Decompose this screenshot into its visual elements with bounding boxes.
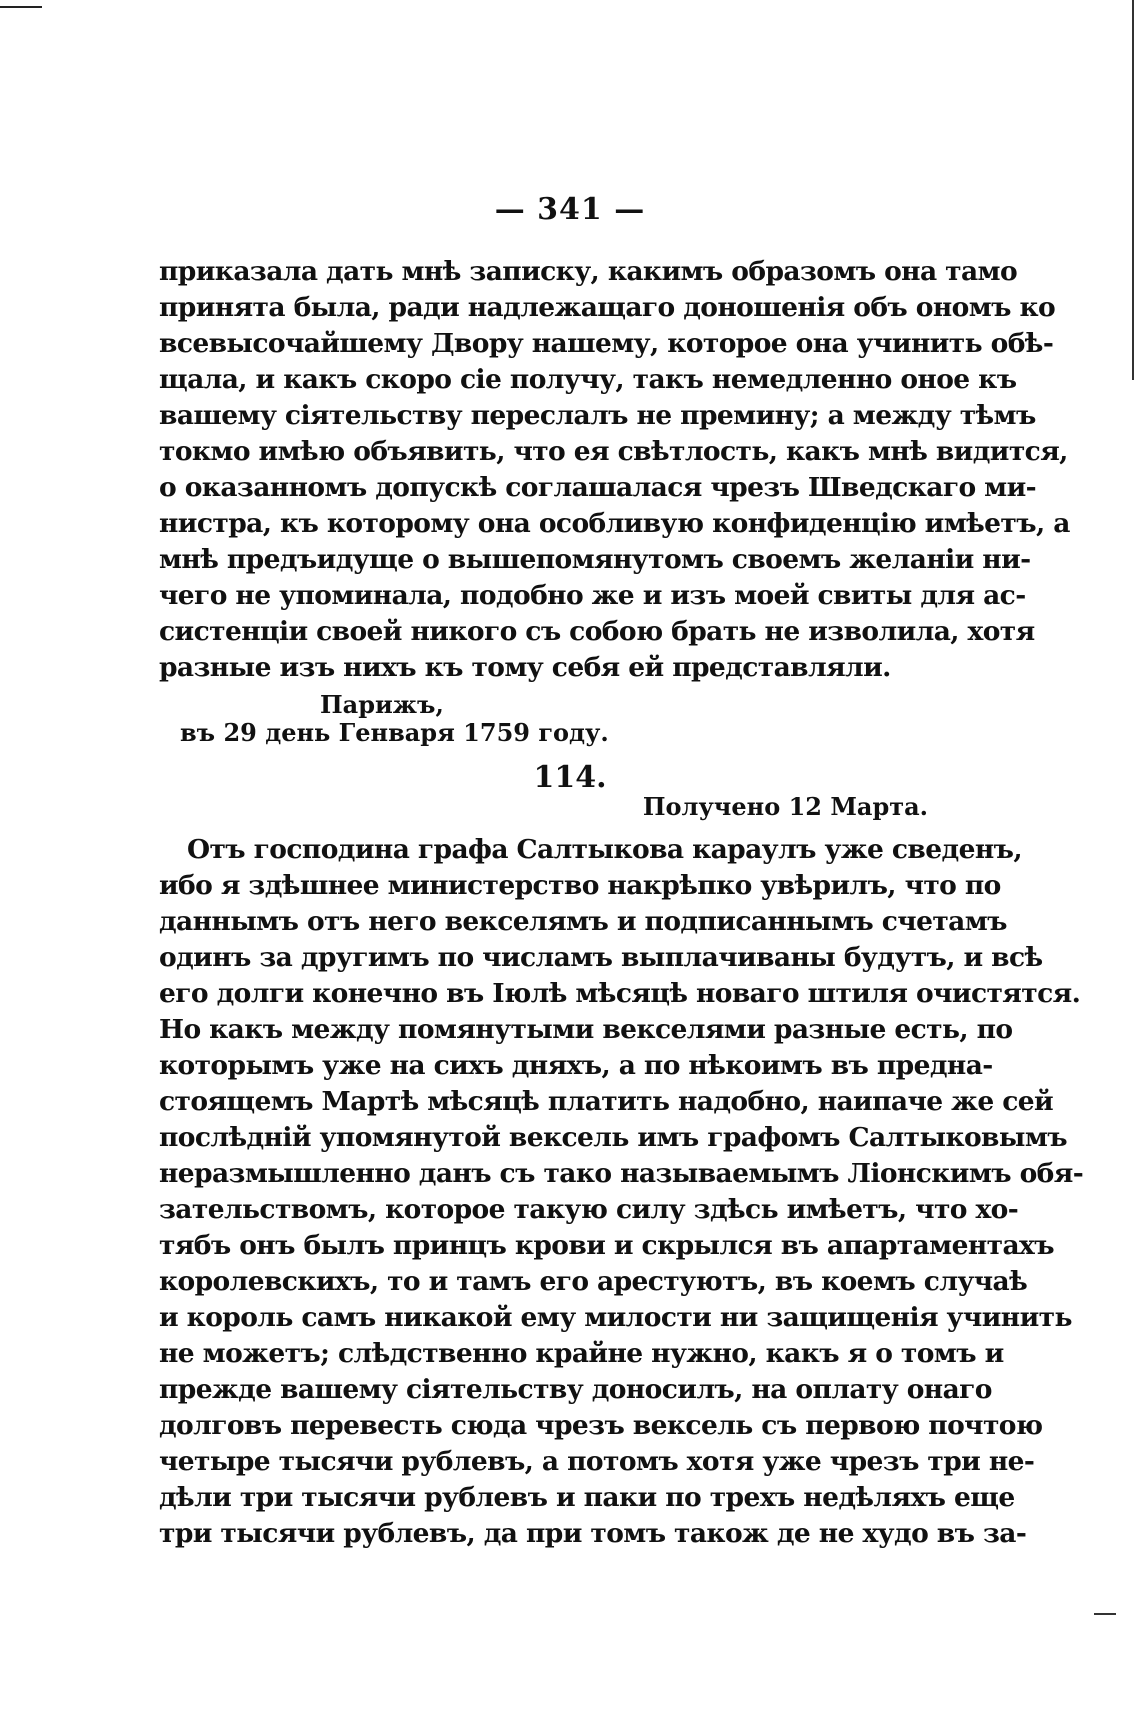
page-number: — 341 — <box>494 192 646 227</box>
text-line: три тысячи рублевъ, да при томъ також де не худо въ за- <box>159 1518 1027 1549</box>
text-line: четыре тысячи рублевъ, а потомъ хотя уже чрезъ три не- <box>159 1446 1035 1477</box>
text-line: приказала дать мнѣ записку, какимъ образомъ она тамо <box>159 256 1018 287</box>
text-line: стоящемъ Мартѣ мѣсяцѣ платить надобно, наипаче же сей <box>159 1086 1054 1117</box>
text-line: долговъ перевесть сюда чрезъ вексель съ первою почтою <box>159 1410 1043 1441</box>
text-line: зательствомъ, которое такую силу здѣсь имѣетъ, что хо- <box>159 1194 1019 1225</box>
text-line: ибо я здѣшнее министерство накрѣпко увѣрилъ, что по <box>159 870 1001 901</box>
text-line: всевысочайшему Двору нашему, которое она учинить обѣ- <box>159 328 1054 359</box>
received-note: Получено 12 Марта. <box>642 792 928 821</box>
text-line: дѣли три тысячи рублевъ и паки по трехъ недѣляхъ еще <box>159 1482 1015 1513</box>
text-line: нистра, къ которому она особливую конфиденцію имѣетъ, а <box>159 508 1070 539</box>
text-line: королевскихъ, то и тамъ его арестуютъ, въ коемъ случаѣ <box>159 1266 1028 1297</box>
scan-right-tick-mark <box>1094 1613 1116 1615</box>
text-line: которымъ уже на сихъ дняхъ, а по нѣкоимъ въ предна- <box>159 1050 993 1081</box>
signature-date: въ 29 день Генваря 1759 году. <box>180 718 609 747</box>
text-line: Отъ господина графа Салтыкова караулъ уже сведенъ, <box>187 834 1022 865</box>
text-line: тябъ онъ былъ принцъ крови и скрылся въ апартаментахъ <box>159 1230 1054 1261</box>
text-line: даннымъ отъ него векселямъ и подписаннымъ счетамъ <box>159 906 1007 937</box>
paragraph-2 <box>159 832 1084 1552</box>
text-line: его долги конечно въ Іюлѣ мѣсяцѣ новаго штиля очистятся. <box>159 978 1081 1009</box>
paragraph-1 <box>159 254 1070 686</box>
text-line: мнѣ предъидуще о вышепомянутомъ своемъ желаніи ни- <box>159 544 1031 575</box>
text-line: вашему сіятельству переслалъ не премину; а между тѣмъ <box>159 400 1036 431</box>
text-line: чего не упоминала, подобно же и изъ моей свиты для ас- <box>159 580 1026 611</box>
scan-edge-mark <box>0 6 42 8</box>
text-line: послѣдній упомянутой вексель имъ графомъ Салтыковымъ <box>159 1122 1067 1153</box>
text-line: щала, и какъ скоро сіе получу, такъ немедленно оное къ <box>159 364 1017 395</box>
text-line: и король самъ никакой ему милости ни защищенія учинить <box>159 1302 1072 1333</box>
text-line: о оказанномъ допускѣ соглашалася чрезъ Шведскаго ми- <box>159 472 1037 503</box>
text-line: токмо имѣю объявить, что ея свѣтлость, какъ мнѣ видится, <box>159 436 1068 467</box>
text-line: одинъ за другимъ по числамъ выплачиваны будутъ, и всѣ <box>159 942 1043 973</box>
text-line: разные изъ нихъ къ тому себя ей представляли. <box>159 652 891 683</box>
text-line: систенціи своей никого съ собою брать не изволила, хотя <box>159 616 1035 647</box>
scan-right-margin-line <box>1132 0 1134 380</box>
text-line: не можетъ; слѣдственно крайне нужно, какъ я о томъ и <box>159 1338 1004 1369</box>
document-number: 114. <box>533 760 607 795</box>
text-line: неразмышленно данъ съ тако называемымъ Ліонскимъ обя- <box>159 1158 1084 1189</box>
text-line: принята была, ради надлежащаго доношенія объ ономъ ко <box>159 292 1056 323</box>
text-line: прежде вашему сіятельству доносилъ, на оплату онаго <box>159 1374 992 1405</box>
signature-place: Парижъ, <box>320 690 444 719</box>
text-line: Но какъ между помянутыми векселями разные есть, по <box>159 1014 1013 1045</box>
